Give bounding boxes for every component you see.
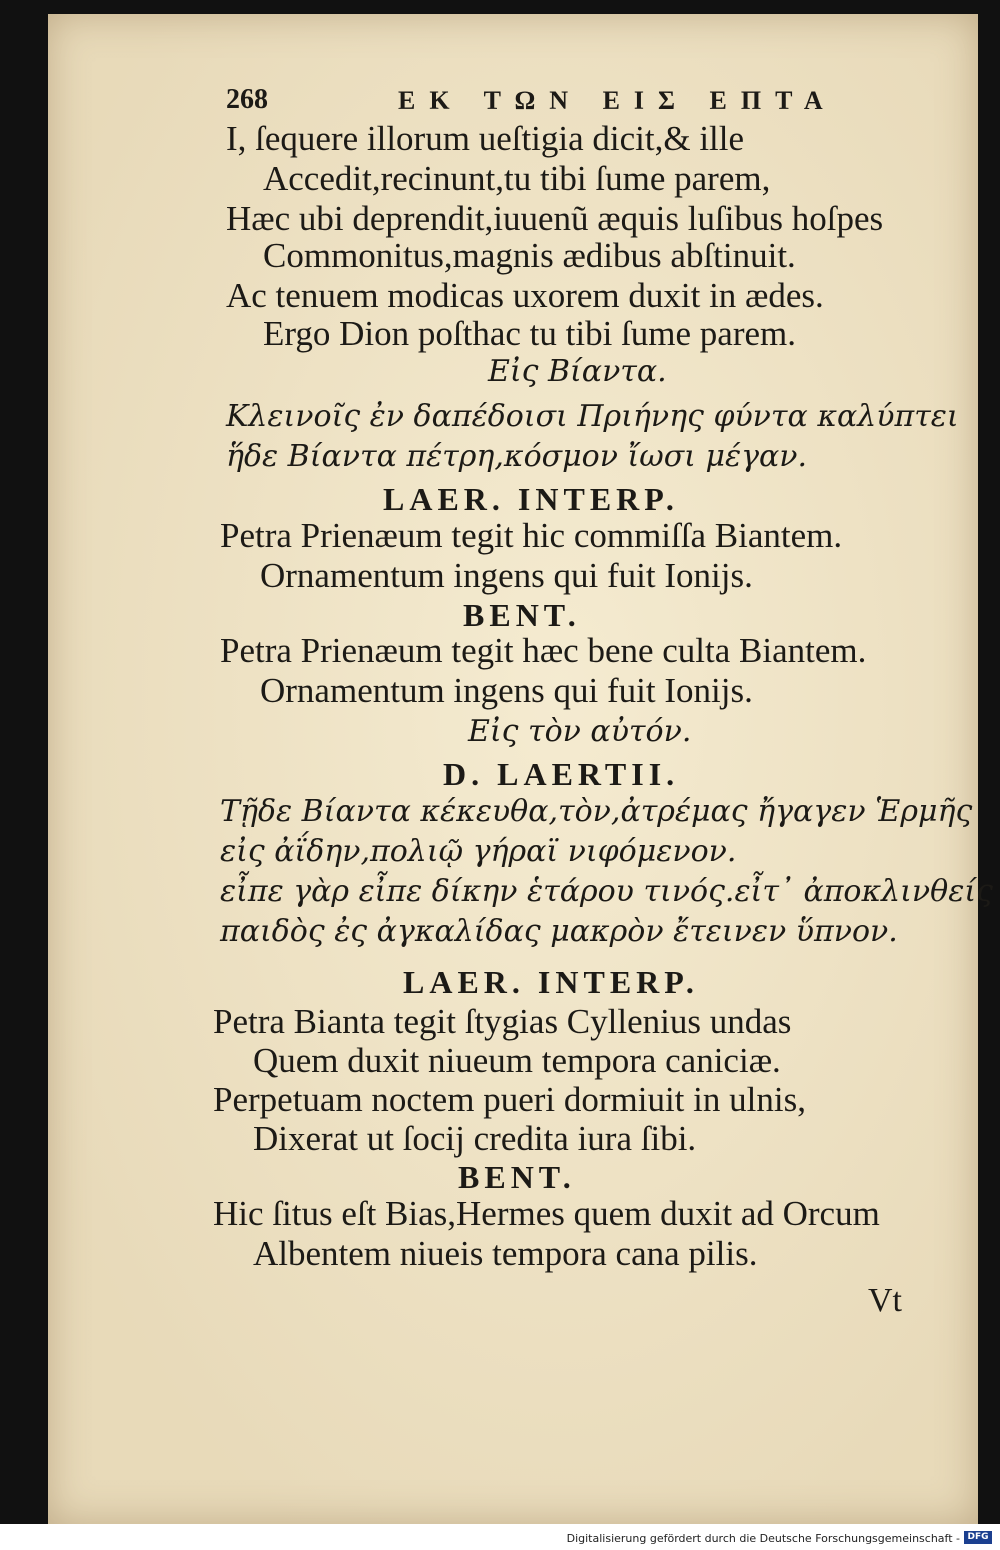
text-line: Albentem niueis tempora cana pilis. <box>253 1234 758 1273</box>
page-number: 268 <box>226 84 268 115</box>
text-line: Τῇδε Βίαντα κέκευθα,τὸν,ἀτρέμας ἤγαγεν Ἑρμῆς <box>220 794 973 829</box>
text-line: παιδὸς ἐς ἀγκαλίδας μακρὸν ἔτεινεν ὕπνον. <box>220 914 898 949</box>
text-line: Petra Prienæum tegit hæc bene culta Biantem. <box>220 631 867 670</box>
text-line: Commonitus,magnis ædibus abſtinuit. <box>263 236 796 275</box>
text-line: Hic ſitus eſt Bias,Hermes quem duxit ad Orcum <box>213 1194 880 1233</box>
dfg-logo: DFG <box>964 1531 992 1544</box>
text-line: Quem duxit niueum tempora caniciæ. <box>253 1041 781 1080</box>
text-line: Ornamentum ingens qui fuit Ionijs. <box>260 556 753 595</box>
text-line: εἰς ἀΐδην,πολιῷ γήραϊ νιφόμενον. <box>220 834 737 869</box>
text-line: ἥδε Βίαντα πέτρη,κόσμον ἴωσι μέγαν. <box>226 439 808 474</box>
catchword: Vt <box>868 1282 902 1319</box>
section-title: Εἰς Βίαντα. <box>488 354 667 389</box>
footer-credit: Digitalisierung gefördert durch die Deutsche Forschungsgemeinschaft - <box>566 1532 960 1545</box>
section-title: Εἰς τὸν αὐτόν. <box>468 714 692 749</box>
text-line: Hæc ubi deprendit,iuuenũ æquis luſibus hoſpes <box>226 199 884 238</box>
section-heading: LAER. INTERP. <box>403 964 699 1000</box>
text-line: Ornamentum ingens qui fuit Ionijs. <box>260 671 753 710</box>
text-line: Κλεινοῖς ἐν δαπέδοισι Πριήνης φύντα καλύπτει <box>226 399 959 434</box>
running-head-title: ΕΚ ΤΩΝ ΕΙΣ ΕΠΤΑ <box>398 86 837 115</box>
text-line: Accedit,recinunt,tu tibi ſume parem, <box>263 159 771 198</box>
text-line: Perpetuam noctem pueri dormiuit in ulnis, <box>213 1080 806 1119</box>
text-line: Ergo Dion poſthac tu tibi ſume parem. <box>263 314 796 353</box>
section-heading: LAER. INTERP. <box>383 481 679 517</box>
text-line: I, ſequere illorum ueſtigia dicit,& ille <box>226 119 745 158</box>
section-heading: BENT. <box>463 597 581 633</box>
text-line: Petra Prienæum tegit hic commiſſa Biantem. <box>220 516 843 555</box>
text-line: Dixerat ut ſocij credita iura ſibi. <box>253 1119 697 1158</box>
text-line: εἶπε γὰρ εἶπε δίκην ἑτάρου τινός.εἶτ᾽ ἀποκλινθείς <box>220 874 993 909</box>
text-line: Petra Bianta tegit ſtygias Cyllenius undas <box>213 1002 792 1041</box>
digitization-footer <box>0 1524 1000 1550</box>
book-page <box>48 14 993 1524</box>
section-heading: D. LAERTII. <box>443 756 680 792</box>
section-heading: BENT. <box>458 1159 576 1195</box>
text-line: Ac tenuem modicas uxorem duxit in ædes. <box>226 276 824 315</box>
